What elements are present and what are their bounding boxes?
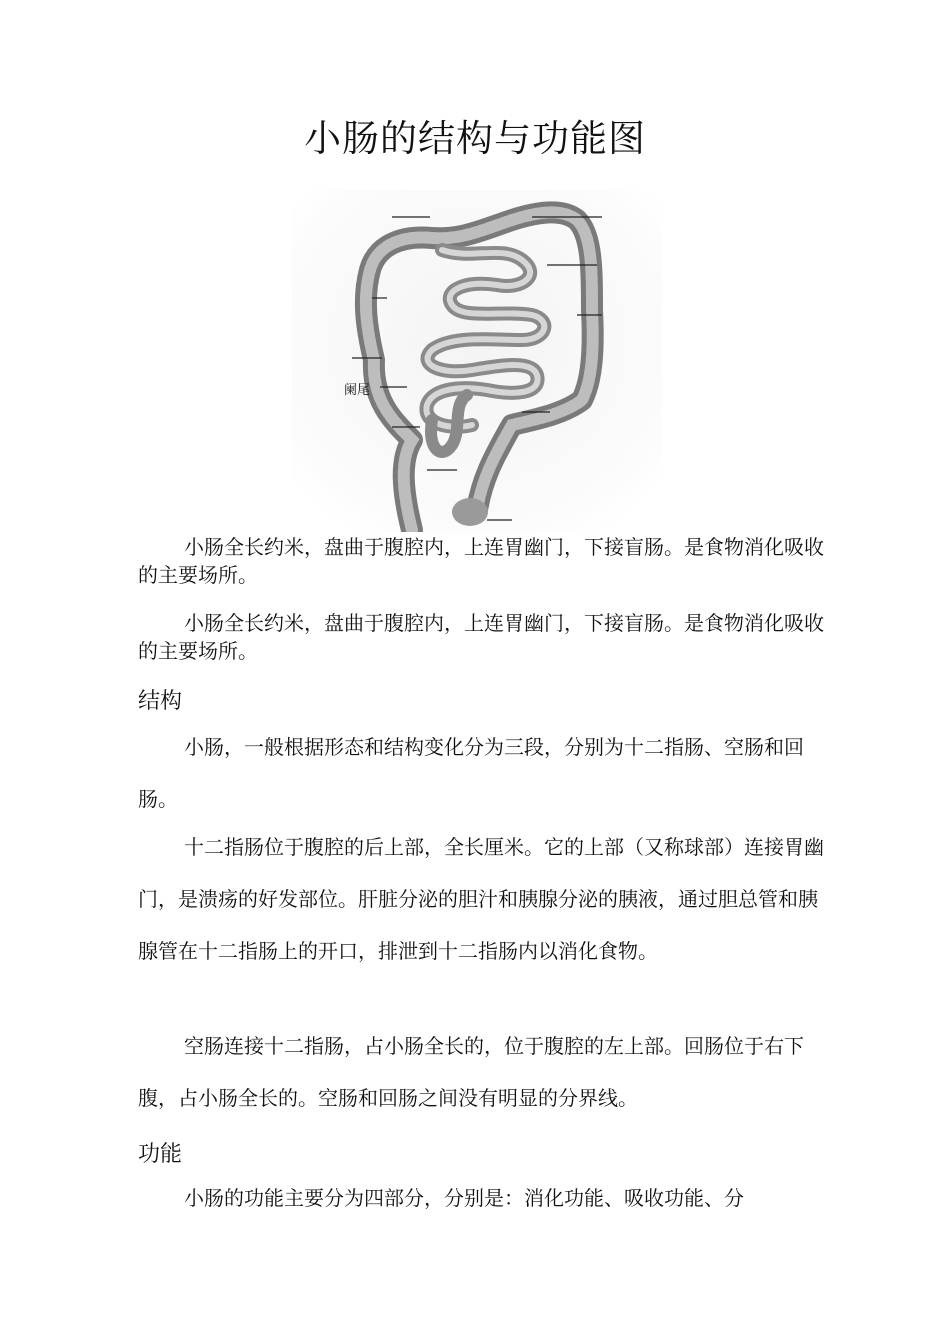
intestine-diagram — [292, 190, 662, 532]
page-title: 小肠的结构与功能图 — [304, 117, 646, 160]
appendix-label: 阑尾 — [344, 383, 371, 398]
structure-heading: 结构 — [138, 689, 183, 714]
function-paragraph-1: 小肠的功能主要分为四部分，分别是：消化功能、吸收功能、分 — [184, 1186, 744, 1210]
structure-paragraph-2: 十二指肠位于腹腔的后上部，全长厘米。它的上部（又称球部）连接胃幽门，是溃疡的好发部位。肝脏分泌的胆汁和胰腺分泌的胰液，通过胆总管和胰腺管在十二指肠上的开口，排泄到十二指肠内以消化食物。 — [138, 835, 824, 963]
intestine-illustration — [292, 190, 662, 532]
intro-paragraph-1: 小肠全长约米，盘曲于腹腔内，上连胃幽门，下接盲肠。是食物消化吸收的主要场所。 — [138, 535, 824, 587]
structure-paragraph-1: 小肠，一般根据形态和结构变化分为三段，分别为十二指肠、空肠和回肠。 — [138, 735, 804, 811]
structure-paragraph-3: 空肠连接十二指肠，占小肠全长的，位于腹腔的左上部。回肠位于右下腹，占小肠全长的。空肠和回肠之间没有明显的分界线。 — [138, 1034, 804, 1110]
function-heading: 功能 — [138, 1142, 183, 1167]
intro-paragraph-2: 小肠全长约米，盘曲于腹腔内，上连胃幽门，下接盲肠。是食物消化吸收的主要场所。 — [138, 611, 824, 663]
